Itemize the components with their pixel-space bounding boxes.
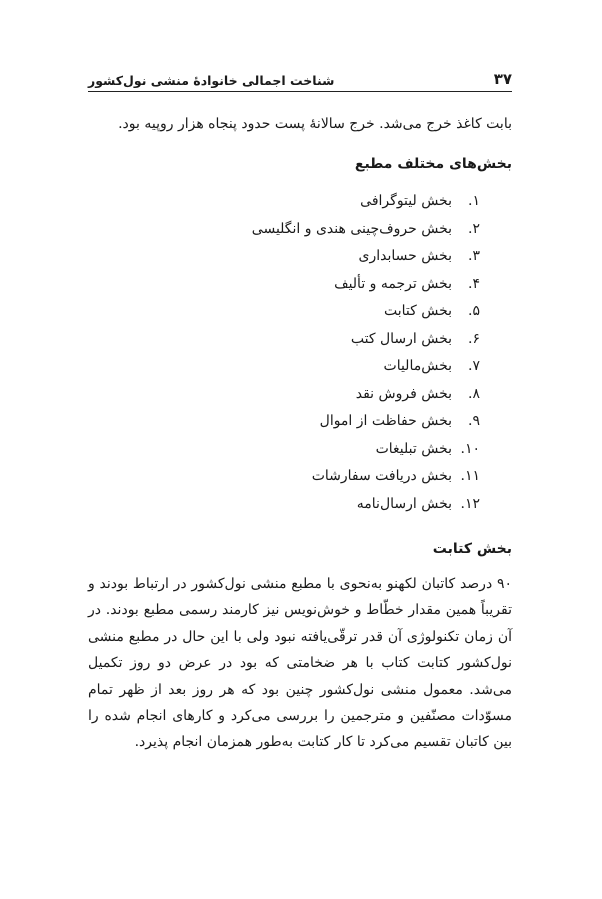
- list-item: [88, 436, 480, 464]
- list-item: [88, 353, 480, 381]
- list-item: [88, 216, 480, 244]
- list-item-number: ۴.: [468, 275, 480, 292]
- writing-section-paragraph: ۹۰ درصد کاتبان لکهنو به‌نحوی با مطبع منشی نول‌کشور در ارتباط بودند و تقریباً همین مقدار خطّاط و خوش‌نویس نیز کارمند رسمی مطبع بودند. در آن زمان تکنولوژی آن قدر ترقّی‌یافته نبود ولی با این حال در مطبع منشی نول‌کشور کتابت کتاب با هر ضخامتی که بود در عرض دو روز تکمیل می‌شد. معمول منشی نول‌کشور چنین بود که هر روز بعد از ظهر تمام مسوّدات مصنّفین و مترجمین را بررسی می‌کرد و کارهای انجام شده را بین کاتبان تقسیم می‌کرد تا کار کتابت به‌طور همزمان انجام پذیرد.: [88, 576, 512, 751]
- list-item: [88, 188, 480, 216]
- list-item-label: بخش‌مالیات: [383, 358, 452, 374]
- list-item: [88, 408, 480, 436]
- sections-list: [88, 188, 480, 518]
- list-item-label: بخش ترجمه و تألیف: [334, 275, 452, 292]
- list-item-number: ۱۲.: [460, 495, 480, 512]
- list-item-label: بخش دریافت سفارشات: [311, 468, 452, 484]
- list-item-label: بخش حروف‌چینی هندی و انگلیسی: [251, 220, 452, 237]
- list-item-number: ۲.: [468, 220, 480, 237]
- list-item-number: ۱۱.: [460, 468, 480, 484]
- list-item-label: بخش فروش نقد: [355, 385, 452, 402]
- running-header: [88, 66, 512, 88]
- list-item: [88, 491, 480, 519]
- list-item-label: بخش کتابت: [383, 303, 452, 319]
- list-item-number: ۱۰.: [460, 440, 480, 457]
- sections-heading: بخش‌های مختلف مطبع: [354, 156, 512, 172]
- list-item: [88, 298, 480, 326]
- list-item-label: بخش ارسال کتب: [350, 330, 452, 347]
- list-item-number: ۶.: [468, 330, 480, 347]
- list-item-number: ۹.: [468, 413, 480, 429]
- list-item: [88, 381, 480, 409]
- intro-paragraph: بابت کاغذ خرج می‌شد. خرج سالانهٔ پست حدود پنجاه هزار روپیه بود.: [118, 116, 512, 132]
- header-divider: [88, 91, 512, 92]
- writing-section-heading: بخش کتابت: [432, 541, 512, 557]
- list-item: [88, 243, 480, 271]
- list-item: [88, 326, 480, 354]
- list-item-label: بخش لیتوگرافی: [360, 193, 452, 209]
- list-item-label: بخش حسابداری: [358, 248, 452, 264]
- list-item: [88, 271, 480, 299]
- running-header-title: شناخت اجمالی خانوادهٔ منشی نول‌کشور: [88, 73, 335, 88]
- list-item-number: ۵.: [468, 303, 480, 319]
- list-item-number: ۸.: [468, 385, 480, 402]
- list-item-label: بخش ارسال‌نامه: [356, 495, 452, 512]
- list-item-number: ۳.: [468, 248, 480, 264]
- list-item: [88, 463, 480, 491]
- list-item-number: ۱.: [468, 193, 480, 209]
- list-item-number: ۷.: [468, 358, 480, 374]
- list-item-label: بخش تبلیغات: [375, 440, 452, 457]
- list-item-label: بخش حفاظت از اموال: [319, 413, 452, 429]
- page-number: ۳۷: [493, 70, 512, 88]
